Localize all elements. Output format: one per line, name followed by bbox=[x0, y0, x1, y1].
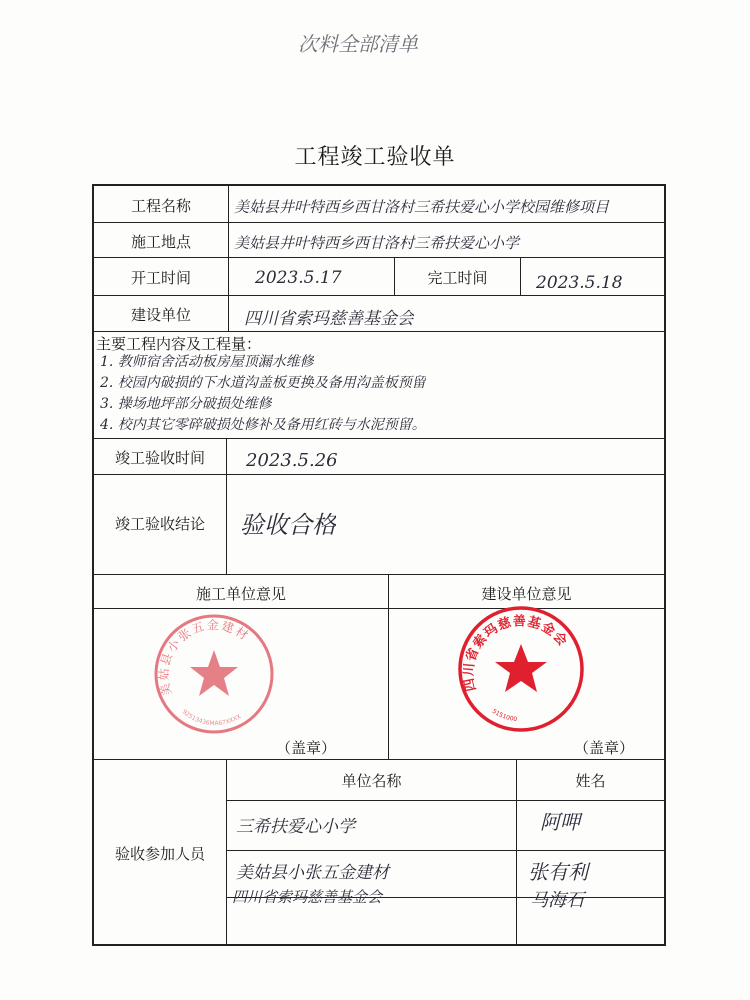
participant-unit-1: 三希扶爱心小学 bbox=[236, 817, 355, 837]
finish-time-value: 2023.5.18 bbox=[536, 273, 623, 293]
builder-value: 四川省索玛慈善基金会 bbox=[244, 309, 414, 329]
table-border-bottom bbox=[92, 944, 666, 946]
builder-stamp-label: （盖章） bbox=[574, 739, 635, 757]
row-divider bbox=[92, 574, 666, 575]
row-divider bbox=[92, 759, 666, 760]
acceptance-conclusion-value: 验收合格 bbox=[240, 511, 336, 539]
location-value: 美姑县井叶特西乡西甘洛村三希扶爱心小学 bbox=[234, 234, 520, 252]
project-name-label: 工程名称 bbox=[130, 197, 191, 215]
start-time-label: 开工时间 bbox=[130, 269, 191, 287]
row-divider bbox=[92, 438, 666, 439]
table-border-left bbox=[92, 184, 94, 946]
finish-time-label: 完工时间 bbox=[427, 269, 488, 287]
svg-text:5151000 bbox=[491, 708, 518, 723]
unit-name-header: 单位名称 bbox=[341, 772, 402, 790]
top-handwritten-note: 次料全部清单 bbox=[298, 32, 418, 56]
builder-seal-code: 5151000 bbox=[490, 707, 518, 724]
acceptance-time-label: 竣工验收时间 bbox=[114, 449, 205, 467]
construction-stamp-label: （盖章） bbox=[276, 739, 337, 757]
row-divider bbox=[92, 295, 666, 296]
main-content-item-3: 3. 操场地坪部分破损处维修 bbox=[100, 396, 272, 412]
col-divider bbox=[228, 184, 229, 331]
participant-unit-3: 四川省索玛慈善基金会 bbox=[232, 888, 383, 906]
main-content-item-1: 1. 教师宿舍活动板房屋顶漏水维修 bbox=[100, 354, 314, 370]
row-divider bbox=[226, 850, 666, 851]
project-name-value: 美姑县井叶特西乡西甘洛村三希扶爱心小学校园维修项目 bbox=[234, 198, 610, 216]
participant-unit-2: 美姑县小张五金建材 bbox=[236, 863, 389, 883]
participant-name-2: 张有利 bbox=[528, 860, 588, 884]
row-divider bbox=[226, 800, 666, 801]
acceptance-time-value: 2023.5.26 bbox=[246, 450, 338, 471]
builder-seal-text: 四川省索玛慈善基金会 bbox=[461, 614, 571, 693]
builder-seal bbox=[456, 604, 586, 734]
location-label: 施工地点 bbox=[130, 233, 191, 251]
participant-name-3: 马海石 bbox=[530, 890, 584, 911]
construction-seal bbox=[152, 612, 276, 736]
acceptance-conclusion-label: 竣工验收结论 bbox=[114, 515, 205, 533]
row-divider bbox=[92, 474, 666, 475]
person-name-header: 姓名 bbox=[575, 772, 606, 790]
col-divider bbox=[226, 438, 227, 574]
start-time-value: 2023.5.17 bbox=[255, 268, 342, 288]
col-divider bbox=[520, 257, 521, 295]
row-divider bbox=[92, 222, 666, 223]
table-border-top bbox=[92, 184, 666, 186]
main-content-label: 主要工程内容及工程量： bbox=[96, 335, 262, 353]
svg-text:92513436MA67XXXX bbox=[181, 708, 243, 727]
main-content-item-2: 2. 校园内破损的下水道沟盖板更换及备用沟盖板预留 bbox=[100, 375, 426, 391]
table-border-right bbox=[664, 184, 666, 946]
builder-label: 建设单位 bbox=[130, 306, 191, 324]
construction-opinion-header: 施工单位意见 bbox=[195, 585, 286, 603]
row-divider bbox=[92, 257, 666, 258]
construction-seal-code: 92513436MA67XXXX bbox=[180, 708, 243, 728]
participants-label: 验收参加人员 bbox=[114, 845, 205, 863]
document-title: 工程竣工验收单 bbox=[294, 145, 456, 170]
builder-opinion-header: 建设单位意见 bbox=[481, 585, 572, 603]
participant-name-1: 阿呷 bbox=[540, 810, 580, 834]
row-divider bbox=[92, 331, 666, 332]
construction-seal-text: 美姑县小张五金建材 bbox=[156, 618, 253, 698]
main-content-item-4: 4. 校内其它零碎破损处修补及备用红砖与水泥预留。 bbox=[100, 417, 426, 433]
